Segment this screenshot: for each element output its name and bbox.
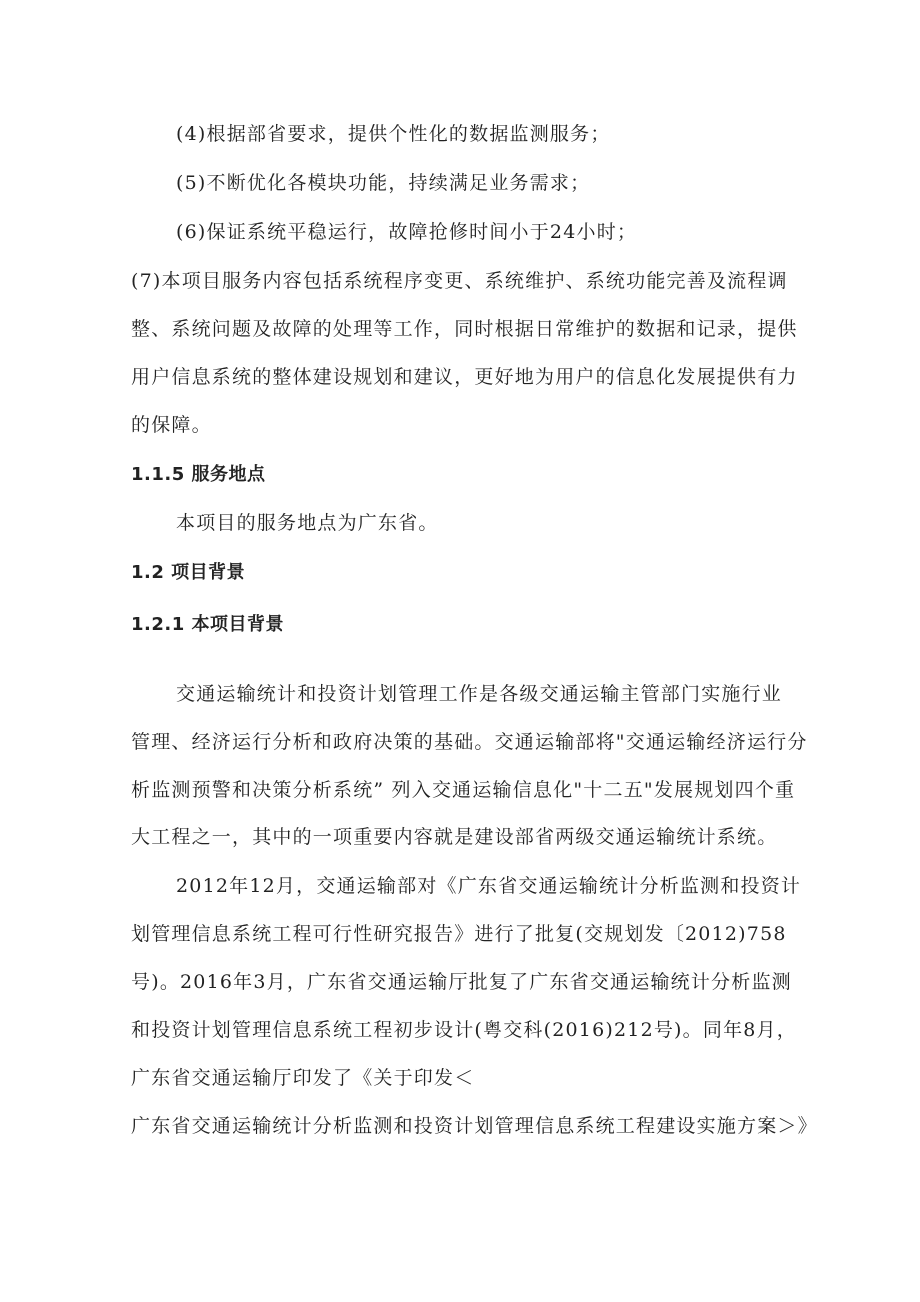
para2-line-2: 划管理信息系统工程可行性研究报告》进行了批复(交规划发〔2012)758: [131, 923, 787, 945]
heading-1-1-5: 1.1.5 服务地点: [131, 464, 266, 485]
item7-line-1: (7)本项目服务内容包括系统程序变更、系统维护、系统功能完善及流程调: [131, 270, 788, 292]
para1-line-1: 交通运输统计和投资计划管理工作是各级交通运输主管部门实施行业: [176, 683, 783, 705]
heading-1-2-1: 1.2.1 本项目背景: [131, 614, 285, 635]
para1-line-2: 管理、经济运行分析和政府决策的基础。交通运输部将"交通运输经济运行分: [131, 731, 808, 753]
para1-line-4: 大工程之一，其中的一项重要内容就是建设部省两级交通运输统计系统。: [131, 826, 778, 848]
para2-line-1: 2012年12月，交通运输部对《广东省交通运输统计分析监测和投资计: [176, 875, 802, 897]
service-location-text: 本项目的服务地点为广东省。: [176, 512, 439, 534]
item7-line-2: 整、系统问题及故障的处理等工作，同时根据日常维护的数据和记录，提供: [131, 318, 798, 340]
para2-line-5: 广东省交通运输厅印发了《关于印发＜: [131, 1067, 475, 1089]
para1-line-3: 析监测预警和决策分析系统” 列入交通运输信息化"十二五"发展规划四个重: [131, 779, 796, 801]
para2-line-3: 号)。2016年3月，广东省交通运输厅批复了广东省交通运输统计分析监测: [131, 971, 792, 993]
item7-line-3: 用户信息系统的整体建设规划和建议，更好地为用户的信息化发展提供有力: [131, 366, 798, 388]
item7-line-4: 的保障。: [131, 414, 212, 436]
list-item-5: (5)不断优化各模块功能，持续满足业务需求；: [176, 172, 591, 194]
para2-line-4: 和投资计划管理信息系统工程初步设计(粤交科(2016)212号)。同年8月，: [131, 1019, 797, 1041]
list-item-6: (6)保证系统平稳运行，故障抢修时间小于24小时；: [176, 221, 638, 243]
para2-line-6: 广东省交通运输统计分析监测和投资计划管理信息系统工程建设实施方案＞》: [131, 1115, 818, 1137]
heading-1-2: 1.2 项目背景: [131, 562, 246, 583]
list-item-4: (4)根据部省要求，提供个性化的数据监测服务；: [176, 123, 611, 145]
